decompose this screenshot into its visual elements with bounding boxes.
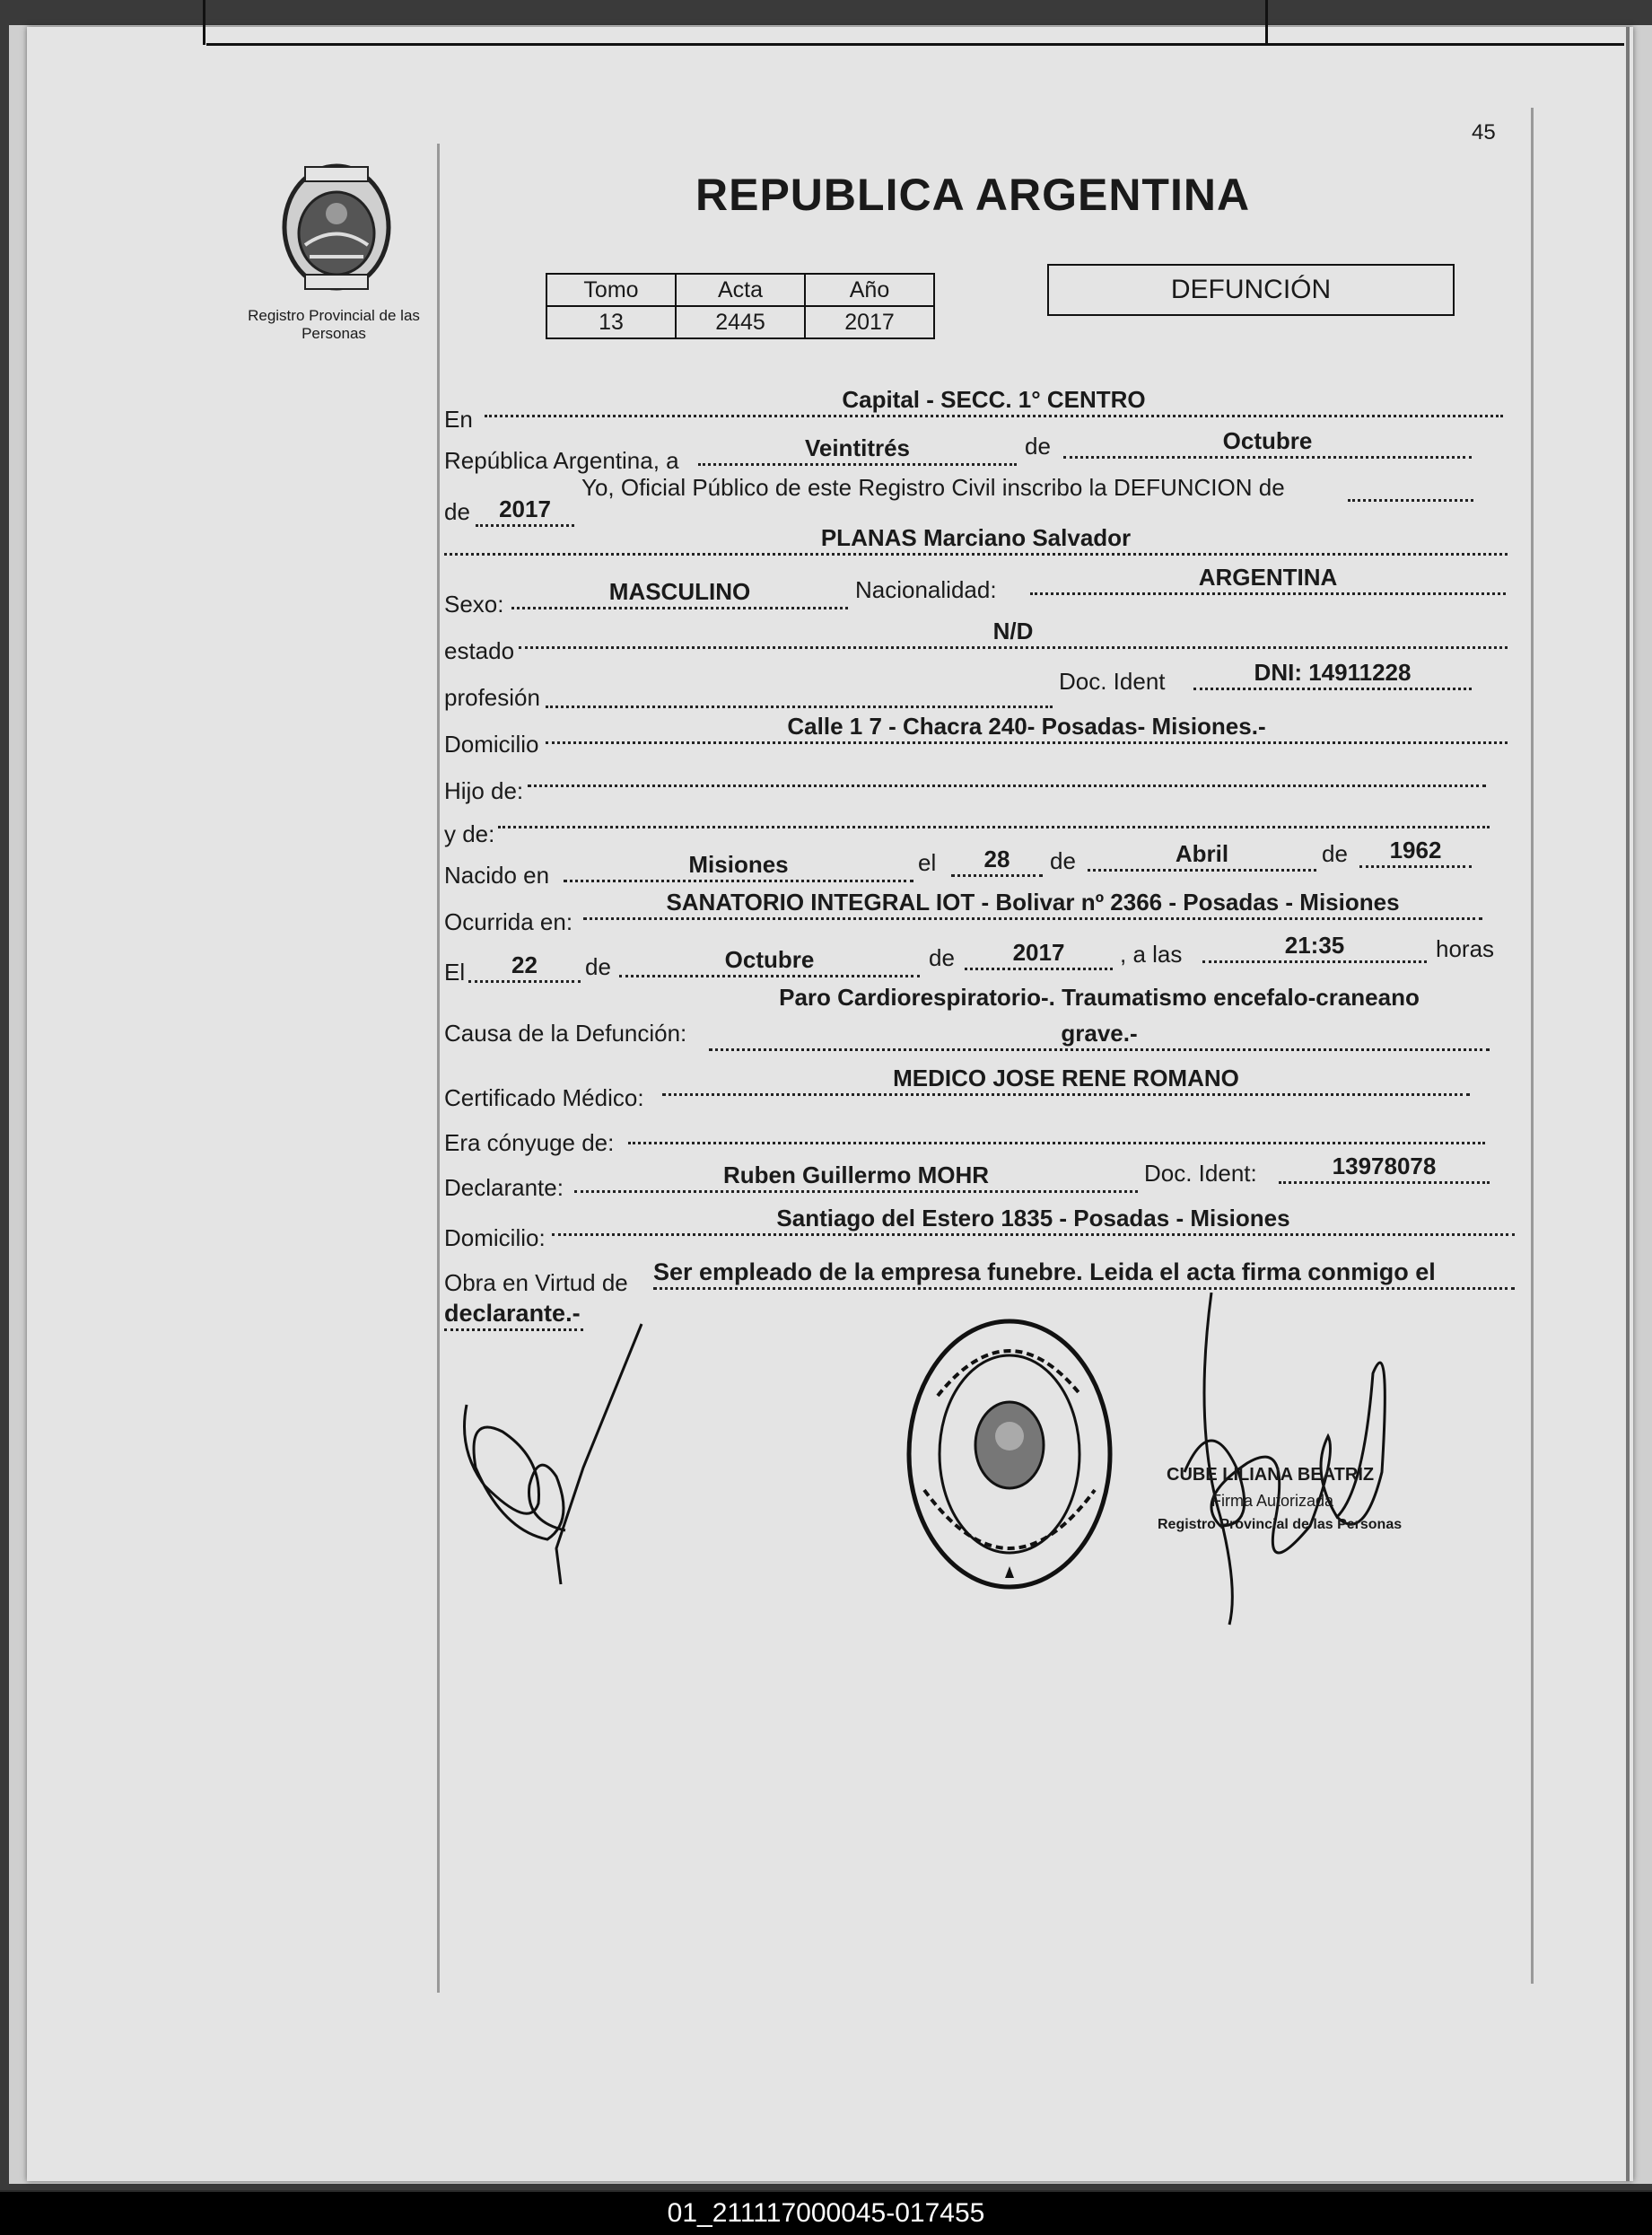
decl-domicilio-label: Domicilio: — [444, 1224, 546, 1251]
right-margin-line — [1531, 108, 1534, 1984]
declarant-signature — [449, 1315, 664, 1607]
inscribo-blank — [1348, 469, 1473, 502]
estado-field: N/D — [519, 616, 1508, 649]
obra-line-1: Ser empleado de la empresa funebre. Leida el acta firma conmigo el — [653, 1257, 1515, 1290]
causa-label: Causa de la Defunción: — [444, 1020, 687, 1047]
certificado-label: Certificado Médico: — [444, 1084, 644, 1111]
sexo-label: Sexo: — [444, 591, 504, 618]
top-rule-tick — [1265, 0, 1268, 45]
conyuge-label: Era cónyuge de: — [444, 1129, 615, 1156]
yde-label: y de: — [444, 820, 495, 847]
causa-line-2: grave.- — [709, 1018, 1490, 1051]
nac-mes-field: Abril — [1088, 838, 1316, 872]
top-rule-tick — [203, 0, 205, 45]
def-de-label-2: de — [929, 944, 955, 971]
alas-label: , a las — [1120, 941, 1183, 968]
doc-ident-label: Doc. Ident — [1059, 668, 1166, 695]
acta-header-tomo: Tomo — [546, 274, 676, 306]
el-label: el — [918, 849, 937, 876]
provincial-seal-icon — [269, 160, 404, 299]
domicilio-label: Domicilio — [444, 731, 539, 758]
yde-field — [498, 795, 1490, 828]
horas-label: horas — [1436, 935, 1495, 962]
profesion-field — [546, 675, 1053, 708]
conyuge-field — [628, 1111, 1485, 1144]
republica-label: República Argentina, a — [444, 447, 679, 474]
ocurrida-label: Ocurrida en: — [444, 908, 573, 935]
document-type-box: DEFUNCIÓN — [1047, 264, 1455, 316]
acta-header-anio: Año — [805, 274, 934, 306]
official-name: CUBE LILIANA BEATRIZ — [1167, 1465, 1375, 1485]
nacionalidad-label: Nacionalidad: — [855, 576, 997, 603]
certificate-page — [27, 27, 1633, 2181]
certificado-field: MEDICO JOSE RENE ROMANO — [662, 1063, 1470, 1096]
en-label: En — [444, 406, 473, 433]
def-anio-field: 2017 — [965, 937, 1113, 970]
acta-value-anio: 2017 — [805, 306, 934, 338]
acta-table-header-row — [546, 274, 934, 306]
mes-field: Octubre — [1063, 425, 1472, 459]
acta-header-acta: Acta — [676, 274, 805, 306]
anio-field: 2017 — [476, 494, 574, 527]
nac-anio-field: 1962 — [1359, 835, 1472, 868]
decl-domicilio-field: Santiago del Estero 1835 - Posadas - Misiones — [552, 1203, 1515, 1236]
profesion-label: profesión — [444, 684, 540, 711]
delegation-stamp-icon — [897, 1310, 1122, 1602]
de-label-2: de — [444, 498, 470, 525]
ocurrida-field: SANATORIO INTEGRAL IOT - Bolivar nº 2366 - Posadas - Misiones — [583, 887, 1482, 920]
nac-de-label: de — [1050, 847, 1076, 874]
scan-footer-code: 01_211117000045-017455 — [0, 2192, 1652, 2235]
hijo-field — [528, 754, 1486, 787]
acta-table-value-row — [546, 306, 934, 338]
el2-label: El — [444, 959, 466, 986]
decl-doc-field: 13978078 — [1279, 1151, 1490, 1184]
def-mes-field: Octubre — [619, 944, 920, 977]
def-hora-field: 21:35 — [1202, 930, 1427, 963]
document-title: REPUBLICA ARGENTINA — [695, 170, 1251, 220]
nac-de-label-2: de — [1322, 840, 1348, 867]
def-de-label: de — [585, 953, 611, 980]
hijo-label: Hijo de: — [444, 777, 524, 804]
en-field: Capital - SECC. 1° CENTRO — [485, 384, 1503, 417]
nacido-label: Nacido en — [444, 862, 550, 889]
registry-label: Registro Provincial de las Personas — [248, 307, 420, 342]
def-dia-field: 22 — [468, 950, 581, 983]
official-office: Registro Provincial de las Personas — [1158, 1517, 1403, 1532]
obra-line-2: declarante.- — [444, 1298, 583, 1331]
binder-edge — [1626, 27, 1630, 2181]
estado-label: estado — [444, 637, 515, 664]
nombre-field: PLANAS Marciano Salvador — [444, 522, 1508, 556]
doc-ident-field: DNI: 14911228 — [1193, 657, 1472, 690]
dia-field: Veintitrés — [698, 433, 1017, 466]
domicilio-field: Calle 1 7 - Chacra 240- Posadas- Misiones.- — [546, 711, 1508, 744]
page-number: 45 — [1472, 120, 1496, 145]
nacionalidad-field: ARGENTINA — [1030, 562, 1506, 595]
acta-table — [546, 273, 935, 339]
top-rule — [206, 43, 1624, 46]
declarante-field: Ruben Guillermo MOHR — [574, 1160, 1138, 1193]
inscribo-text: Yo, Oficial Público de este Registro Civil inscribo la DEFUNCION de — [581, 474, 1285, 501]
acta-value-acta: 2445 — [676, 306, 805, 338]
obra-label: Obra en Virtud de — [444, 1269, 628, 1296]
nac-dia-field: 28 — [951, 844, 1043, 877]
declarante-label: Declarante: — [444, 1174, 564, 1201]
acta-value-tomo: 13 — [546, 306, 676, 338]
de-label: de — [1025, 433, 1051, 460]
nacido-field: Misiones — [564, 849, 913, 882]
causa-line-1: Paro Cardiorespiratorio-. Traumatismo encefalo-craneano — [779, 984, 1420, 1011]
left-margin-line — [437, 144, 440, 1993]
decl-doc-label: Doc. Ident: — [1144, 1160, 1257, 1187]
sexo-field: MASCULINO — [511, 576, 848, 609]
official-role: Firma Autorizada — [1211, 1492, 1334, 1510]
